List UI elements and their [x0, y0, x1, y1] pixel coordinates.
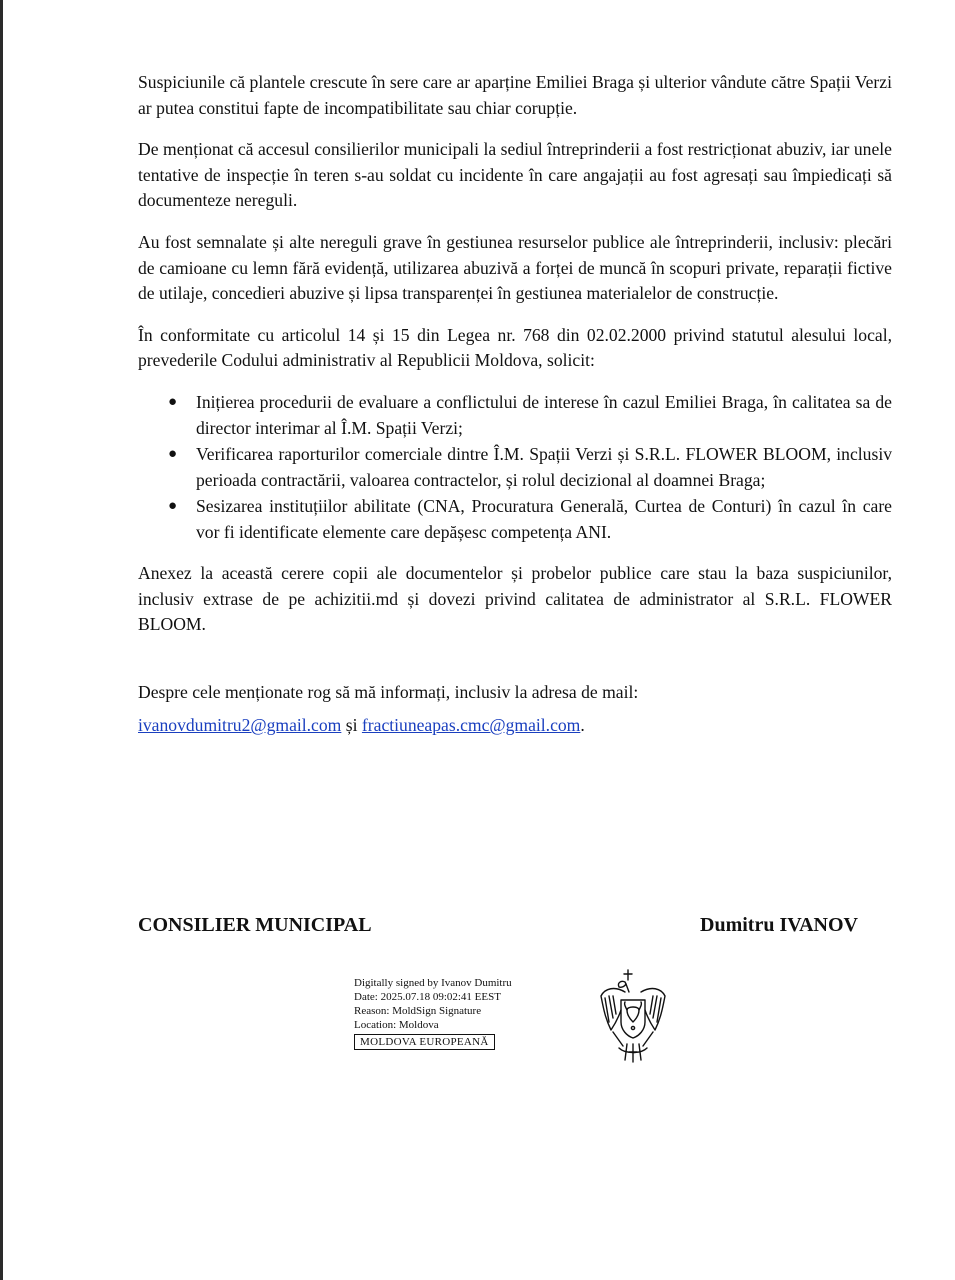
digital-signature-stamp [354, 976, 512, 1050]
paragraph-other-irregularities: Au fost semnalate și alte nereguli grave în gestiunea resurselor publice ale întreprinderii, inclusiv: plecări de camioane cu lemn fără evidență, utilizarea abuzivă a forței de muncă în scopuri private, reparații fictive de utilaje, concedieri abuzive și lipsa transparenței în gestiunea materialelor de construcție. [138, 231, 892, 304]
request-text: Inițierea procedurii de evaluare a conflictului de interese în cazul Emiliei Braga, în calitatea sa de director interimar al Î.M. Spații Verzi; [196, 391, 892, 438]
list-item [138, 441, 892, 493]
list-item [138, 389, 892, 441]
moldova-coat-of-arms-icon [595, 966, 671, 1064]
sentence-end: . [580, 715, 585, 736]
document-body [138, 70, 892, 739]
paragraph-suspicions: Suspiciunile că plantele crescute în sere care ar aparține Emiliei Braga și ulterior vândute către Spații Verzi ar putea constitui fapte de incompatibilitate sau chiar corupție. [138, 72, 892, 118]
request-list [138, 389, 892, 545]
digital-signature-signer: Digitally signed by Ivanov Dumitru [354, 977, 512, 989]
signatory-name: Dumitru IVANOV [700, 914, 858, 936]
digital-signature-reason: Reason: MoldSign Signature [354, 1005, 482, 1017]
email-link-faction[interactable]: fractiuneapas.cmc@gmail.com [361, 715, 581, 736]
digital-signature-date: Date: 2025.07.18 09:02:41 EEST [354, 991, 501, 1003]
digital-signature-location: Location: Moldova [354, 1019, 439, 1031]
email-link-personal[interactable]: ivanovdumitru2@gmail.com [138, 715, 342, 736]
signatory-role: CONSILIER MUNICIPAL [138, 914, 372, 936]
bullet-icon: ● [168, 445, 178, 462]
paragraph-inform-request: Despre cele menționate rog să mă informați, inclusiv la adresa de mail: [138, 681, 639, 702]
paragraph-restricted-access: De menționat că accesul consilierilor municipali la sediul întreprinderii a fost restricționat abuziv, iar unele tentative de inspecție în teren s-au soldat cu incidente în care angajații au fost agresați sau împiedicați să documenteze nereguli. [138, 139, 892, 211]
bullet-icon: ● [168, 497, 178, 514]
stamp-label: MOLDOVA EUROPEANĂ [354, 1034, 495, 1050]
request-text: Verificarea raporturilor comerciale dintre Î.M. Spații Verzi și S.R.L. FLOWER BLOOM, inclusiv perioada contractării, valoarea contractelor, și rolul decizional al doamnei Braga; [196, 443, 892, 490]
request-text: Sesizarea instituțiilor abilitate (CNA, Procuratura Generală, Curtea de Conturi) în cazul în care vor fi identificate elemente care depășesc competența ANI. [196, 495, 892, 542]
bullet-icon: ● [168, 393, 178, 410]
paragraph-legal-basis: În conformitate cu articolul 14 și 15 din Legea nr. 768 din 02.02.2000 privind statutul alesului local, prevederile Codului administrativ al Republicii Moldova, solicit: [138, 324, 892, 371]
list-item [138, 493, 892, 545]
page-left-edge [0, 0, 3, 1280]
email-conjunction: și [345, 715, 358, 736]
contact-emails [138, 713, 892, 739]
paragraph-annex: Anexez la această cerere copii ale documentelor și probelor publice care stau la baza suspiciunilor, inclusiv extrase de pe achizitii.md și dovezi privind calitatea de administrator al S.R.L. FLOWER BLOOM. [138, 562, 892, 635]
